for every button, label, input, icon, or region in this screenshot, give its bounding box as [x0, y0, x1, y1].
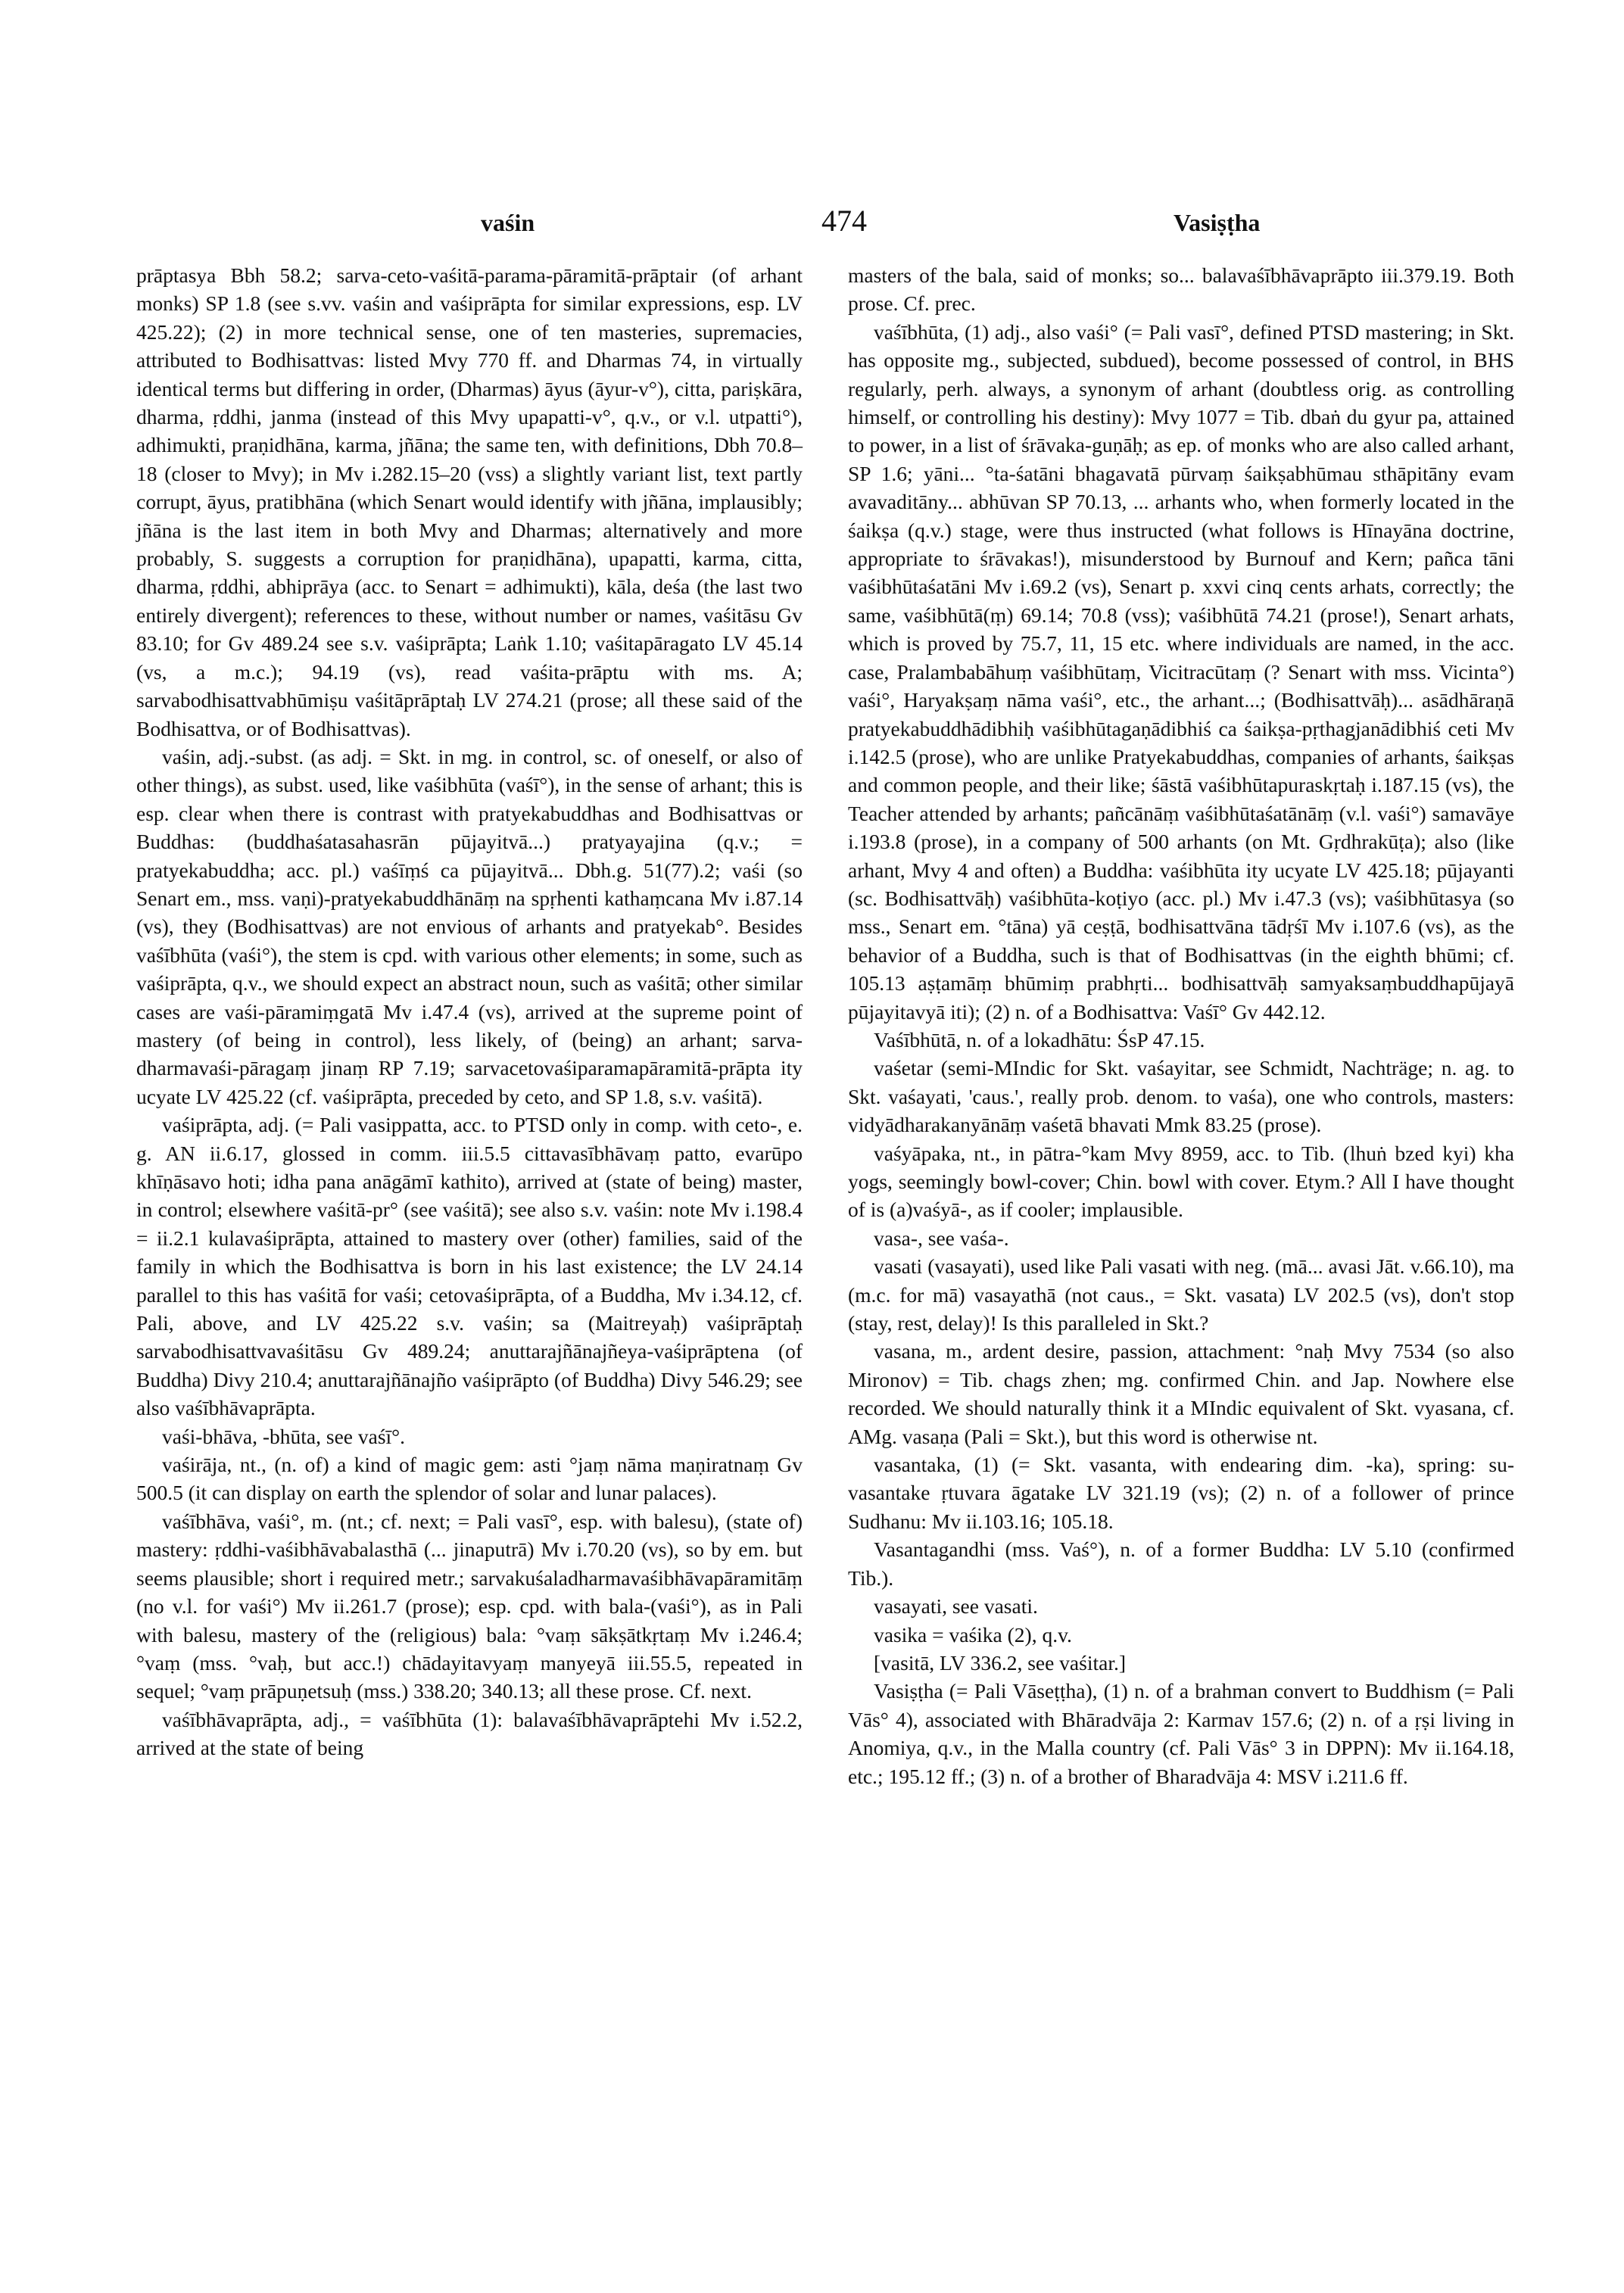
dictionary-entry: vasayati, see vasati. — [874, 1594, 1038, 1618]
dictionary-entry: masters of the bala, said of monks; so... balavaśībhāvaprāpto iii.379.19. Both prose. Cf. prec. — [848, 263, 1514, 316]
right-headword: Vasiṣṭha — [1174, 209, 1261, 236]
dictionary-entry: vasantaka, (1) (= Skt. vasanta, with endearing dim. -ka), spring: su-vasantake ṛtuvara āgatake LV 321.19 (vs); (2) n. of a follower of prince Sudhanu: Mv ii.103.16; 105.18. — [848, 1453, 1514, 1533]
left-column — [136, 261, 803, 1762]
dictionary-entry: vaśi-bhāva, -bhūta, see vaśī°. — [162, 1424, 406, 1448]
dictionary-entry: vasa-, see vaśa-. — [874, 1226, 1009, 1250]
dictionary-entry: vaśyāpaka, nt., in pātra-°kam Mvy 8959, acc. to Tib. (lhuṅ bzed kyi) kha yogs, seemingly bowl-cover; Chin. bowl with cover. Etym.? All I have thought of is (a)vaśyā-, as if cooler; implausible. — [848, 1141, 1514, 1222]
dictionary-entry: vasati (vasayati), used like Pali vasati with neg. (mā... avasi Jāt. v.66.10), ma (m.c. for mā) vasayathā (not caus., = Skt. vasata) LV 202.5 (vs), don't stop (stay, rest, delay)! Is this paralleled in Skt.? — [848, 1254, 1514, 1335]
dictionary-entry: prāptasya Bbh 58.2; sarva-ceto-vaśitā-parama-pāramitā-prāptair (of arhant monks) SP 1.8 (see s.vv. vaśin and vaśiprāpta for similar expressions, esp. LV 425.22); (2) in more technical sense, one of ten masteries, supremacies, attributed to Bodhisattvas: listed Mvy 770 ff. and Dharmas 74, in virtually identical terms but differing in order, (Dharmas) āyus (āyur-v°), citta, pariṣkāra, dharma, ṛddhi, janma (instead of this Mvy upapatti-v°, q.v., or v.l. utpatti°), adhimukti, praṇidhāna, karma, jñāna; the same ten, with definitions, Dbh 70.8–18 (closer to Mvy); in Mv i.282.15–20 (vss) a slightly variant list, text partly corrupt, āyus, pratibhāna (which Senart would identify with jñāna, implausibly; jñāna is the last item in both Mvy and Dharmas; alternatively and more probably, S. suggests a corruption for praṇidhāna), upapatti, karma, citta, dharma, ṛddhi, abhiprāya (acc. to Senart = adhimukti), kāla, deśa (the last two entirely divergent); references to these, without number or names, vaśitāsu Gv 83.10; for Gv 489.24 see s.v. vaśiprāpta; Laṅk 1.10; vaśitapāragato LV 45.14 (vs, a m.c.); 94.19 (vs), read vaśita-prāptu with ms. A; sarvabodhisattvabhūmiṣu vaśitāprāptaḥ LV 274.21 (prose; all these said of the Bodhisattva, or of Bodhisattvas). — [136, 263, 803, 740]
dictionary-entry: vaśirāja, nt., (n. of) a kind of magic gem: asti °jaṃ nāma maṇiratnaṃ Gv 500.5 (it can display on earth the splendor of solar and lunar palaces). — [136, 1453, 803, 1505]
page-number: 474 — [821, 204, 867, 238]
dictionary-entry: Vasantagandhi (mss. Vaś°), n. of a former Buddha: LV 5.10 (confirmed Tib.). — [848, 1537, 1514, 1590]
dictionary-entry: vasana, m., ardent desire, passion, attachment: °naḥ Mvy 7534 (so also Mironov) = Tib. chags zhen; mg. confirmed Chin. and Jap. Nowhere else recorded. We should naturally think it a MIndic equivalent of Skt. vyasana, cf. AMg. vasaṇa (Pali = Skt.), but this word is otherwise nt. — [848, 1339, 1514, 1448]
dictionary-entry: vasika = vaśika (2), q.v. — [874, 1622, 1072, 1647]
dictionary-entry: [vasitā, LV 336.2, see vaśitar.] — [874, 1650, 1126, 1675]
right-column — [848, 261, 1514, 1790]
dictionary-entry: vaśiprāpta, adj. (= Pali vasippatta, acc. to PTSD only in comp. with ceto-, e. g. AN ii.6.17, glossed in comm. iii.5.5 cittavasībhāvaṃ patto, evarūpo khīṇāsavo hoti; idha pana anāgāmī kathito), arrived at (state of being) master, in control; elsewhere vaśitā-pr° (see vaśitā); see also s.v. vaśin: note Mv i.198.4 = ii.2.1 kulavaśiprāpta, attained to mastery over (other) families, said of the family in which the Bodhisattva is born in his last existence; the LV 24.14 parallel to this has vaśitā for vaśi; cetovaśiprāpta, of a Buddha, Mv i.34.12, cf. Pali, above, and LV 425.22 s.v. vaśin; sa (Maitreyaḥ) vaśiprāptaḥ sarvabodhisattvavaśitāsu Gv 489.24; anuttarajñānajñeya-vaśiprāptena (of Buddha) Divy 210.4; anuttarajñānajño vaśiprāpto (of Buddha) Divy 546.29; see also vaśībhāvaprāpta. — [136, 1113, 803, 1420]
dictionary-entry: vaśībhāvaprāpta, adj., = vaśībhūta (1): balavaśībhāvaprāptehi Mv i.52.2, arrived at the state of being — [136, 1707, 803, 1760]
dictionary-entry: Vaśībhūtā, n. of a lokadhātu: ŚsP 47.15. — [874, 1027, 1205, 1051]
dictionary-entry: Vasiṣṭha (= Pali Vāseṭṭha), (1) n. of a brahman convert to Buddhism (= Pali Vās° 4), associated with Bhāradvāja 2: Karmav 157.6; (2) n. of a ṛṣi living in Anomiya, q.v., in the Malla country (cf. Pali Vās° 3 in DPPN): Mv ii.164.18, etc.; 195.12 ff.; (3) n. of a brother of Bharadvāja 4: MSV i.211.6 ff. — [848, 1679, 1514, 1788]
dictionary-entry: vaśībhāva, vaśi°, m. (nt.; cf. next; = Pali vasī°, esp. with balesu), (state of) mastery: ṛddhi-vaśibhāvabalasthā (... jinaputrā) Mv i.70.20 (vs), so by em. but seems plausible; short i required metr.; sarvakuśaladharmavaśibhāvapāramitāṃ (no v.l. for vaśi°) Mv ii.261.7 (prose); esp. cpd. with bala-(vaśi°), as in Pali with balesu, mastery of the (religious) bala: °vaṃ sākṣātkṛtaṃ Mv i.246.4; °vaṃ (mss. °vaḥ, but acc.!) chādayitavyaṃ manyeyā iii.55.5, repeated in sequel; °vaṃ prāpuṇetsuḥ (mss.) 338.20; 340.13; all these prose. Cf. next. — [136, 1509, 803, 1703]
dictionary-entry: vaśībhūta, (1) adj., also vaśi° (= Pali vasī°, defined PTSD mastering; in Skt. has opposite mg., subjected, subdued), become possessed of control, in BHS regularly, perh. always, a synonym of arhant (doubtless orig. as controlling himself, or controlling his destiny): Mvy 1077 = Tib. dbaṅ du gyur pa, attained to power, in a list of śrāvaka-guṇāḥ; as ep. of monks who are also called arhant, SP 1.6; yāni... °ta-śatāni bhagavatā pūrvaṃ śaikṣabhūmau sthāpitāny evam avavaditāny... abhūvan SP 70.13, ... arhants who, when formerly located in the śaikṣa (q.v.) stage, were thus instructed (what follows is Hīnayāna doctrine, appropriate to śrāvakas!), misunderstood by Burnouf and Kern; pañca tāni vaśibhūtaśatāni Mv i.69.2 (vs), Senart p. xxvi cinq cents arhats, correctly; the same, vaśibhūtā(ṃ) 69.14; 70.8 (vss); vaśibhūtā 74.21 (prose!), Senart arhats, which is proved by 75.7, 11, 15 etc. where individuals are named, in the acc. case, Pralambabāhuṃ vaśibhūtaṃ, Vicitracūtaṃ (? Senart with mss. Vicinta°) vaśi°, Haryakṣaṃ nāma vaśi°, etc., the arhant...; (Bodhisattvāḥ)... asādhāraṇā pratyekabuddhādibhiḥ vaśibhūtagaṇādibhiś ca śaikṣa-pṛthagjanādibhiś ceti Mv i.142.5 (prose), who are unlike Pratyekabuddhas, companies of arhants, śaikṣas and common people, and their like; śāstā vaśibhūtapuraskṛtaḥ i.187.15 (vs), the Teacher attended by arhants; pañcānāṃ vaśibhūtaśatānāṃ (v.l. vaśi°) samavāye i.193.8 (prose), in a company of 500 arhants (on Mt. Gṛdhrakūṭa); also (like arhant, Mvy 4 and often) a Buddha: vaśibhūta ity ucyate LV 425.18; pūjayanti (sc. Bodhisattvāḥ) vaśibhūta-koṭiyo (acc. pl.) Mv i.47.3 (vs); vaśibhūtasya (so mss., Senart em. °tāna) yā ceṣṭā, bodhisattvāna tādṛśī Mv i.107.6 (vs), as the behavior of a Buddha, such is that of Bodhisattvas (in the eighth bhūmi; cf. 105.13 aṣṭamāṃ bhūmiṃ prabhṛti... bodhisattvāḥ samyaksaṃbuddhapūjayā pūjayitavyā iti); (2) n. of a Bodhisattva: Vaśī° Gv 442.12. — [848, 319, 1514, 1023]
dictionary-entry: vaśin, adj.-subst. (as adj. = Skt. in mg. in control, sc. of oneself, or also of other things), as subst. used, like vaśibhūta (vaśī°), in the sense of arhant; this is esp. clear when there is contrast with pratyekabuddhas and Bodhisattvas or Buddhas: (buddhaśatasahasrān pūjayitvā...) pratyayajina (q.v.; = pratyekabuddha; acc. pl.) vaśīṃś ca pūjayitvā... Dbh.g. 51(77).2; vaśi (so Senart em., mss. vaṇi)-pratyekabuddhānāṃ na spṛhenti kathaṃcana Mv i.87.14 (vs), they (Bodhisattvas) are not envious of arhants and pratyekab°. Besides vaśībhūta (vaśi°), the stem is cpd. with various other elements; in some, such as vaśiprāpta, q.v., we should expect an abstract noun, such as vaśitā; other similar cases are vaśi-pāramiṃgatā Mv i.47.4 (vs), arrived at the supreme point of mastery (of being in control), less likely, of (being) an arhant; sarva-dharmavaśi-pāragaṃ jinaṃ RP 7.19; sarvacetovaśiparamapāramitā-prāpta ity ucyate LV 425.22 (cf. vaśiprāpta, preceded by ceto, and SP 1.8, s.v. vaśitā). — [136, 744, 803, 1108]
dictionary-entry: vaśetar (semi-MIndic for Skt. vaśayitar, see Schmidt, Nachträge; n. ag. to Skt. vaśayati, 'caus.', really prob. denom. to vaśa), one who controls, masters: vidyādharakanyānāṃ vaśetā bhavati Mmk 83.25 (prose). — [848, 1056, 1514, 1137]
left-headword: vaśin — [481, 209, 535, 236]
page-header — [136, 203, 1522, 248]
